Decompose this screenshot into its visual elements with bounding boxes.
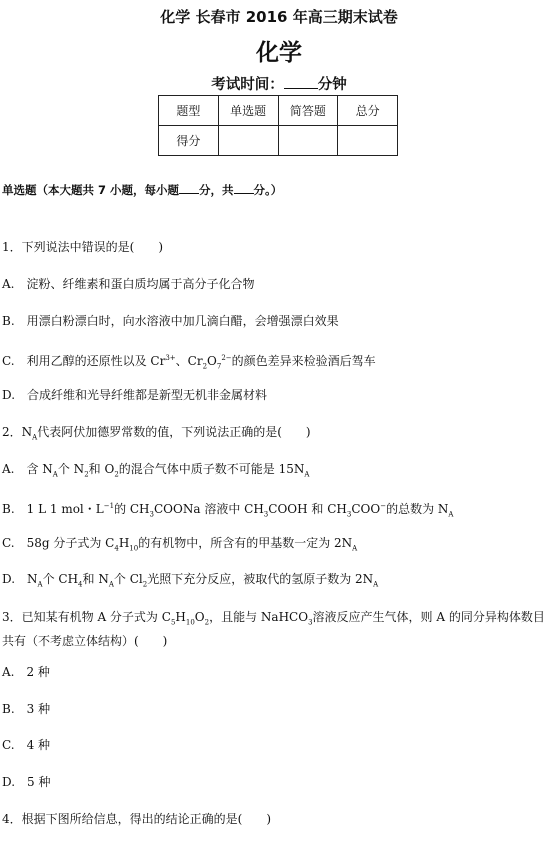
question-2-option-a: A. 含 $N_A$个 $N_2$和 $O_2$的混合气体中质子数不可能是 $15N_A$ bbox=[2, 462, 310, 479]
section-text: 分。） bbox=[253, 183, 283, 197]
score-table-score-row bbox=[159, 126, 398, 156]
exam-time-blank bbox=[284, 74, 318, 89]
question-2-option-c: C. 58g 分子式为 $C_4H_{10}$的有机物中，所含有的甲基数一定为 $2N_A$ bbox=[2, 536, 358, 553]
document-title: 化学 长春市 2016 年高三期末试卷 bbox=[160, 8, 398, 26]
question-1-option-b: B. 用漂白粉漂白时，向水溶液中加几滴白醋，会增强漂白效果 bbox=[2, 314, 339, 328]
score-cell bbox=[338, 126, 398, 156]
score-header-total: 总分 bbox=[338, 96, 398, 126]
exam-time bbox=[0, 73, 558, 94]
question-3-option-a: A. 2 种 bbox=[2, 665, 50, 679]
score-header-single-choice: 单选题 bbox=[218, 96, 278, 126]
question-1-option-c: C. 利用乙醇的还原性以及 $Cr^{3+}$、$Cr_2O_7^{2-}$的颜色差异来检验酒后驾车 bbox=[2, 354, 376, 371]
question-2-option-d: D. $N_A$个 $CH_4$和 $N_A$个 $Cl_2$光照下充分反应，被取代的氢原子数为 $2N_A$ bbox=[2, 572, 379, 589]
question-1-stem: 1．下列说法中错误的是( ) bbox=[2, 240, 163, 254]
score-table bbox=[158, 95, 398, 156]
question-3-option-b: B. 3 种 bbox=[2, 702, 51, 716]
question-4-stem: 4．根据下图所给信息，得出的结论正确的是( ) bbox=[2, 812, 271, 826]
score-header-type: 题型 bbox=[159, 96, 219, 126]
exam-time-unit: 分钟 bbox=[317, 77, 347, 93]
question-2-stem: 2．$N_A$代表阿伏加德罗常数的值，下列说法正确的是( ) bbox=[2, 425, 311, 442]
section-text: 分，共 bbox=[199, 183, 234, 197]
question-1-option-a: A. 淀粉、纤维素和蛋白质均属于高分子化合物 bbox=[2, 277, 255, 291]
question-3-stem: 3．已知某有机物 A 分子式为 $C_5H_{10}O_2$，且能与 NaHCO$_3$溶液反应产生气体，则 A 的同分异构体数目共有（不考虑立体结构）( ) bbox=[2, 610, 545, 649]
question-1-option-d: D. 合成纤维和光导纤维都是新型无机非金属材料 bbox=[2, 388, 268, 402]
score-row-label: 得分 bbox=[159, 126, 219, 156]
score-cell bbox=[278, 126, 338, 156]
score-cell bbox=[218, 126, 278, 156]
question-2-option-b: B. 1 L 1 mol・$L^{-1}$的 $CH_3COONa$ 溶液中 $CH_3COOH$ 和 $CH_3COO^-$的总数为 $N_A$ bbox=[2, 502, 454, 519]
question-3-option-c: C. 4 种 bbox=[2, 738, 51, 752]
exam-time-label: 考试时间： bbox=[211, 77, 284, 93]
section-heading bbox=[2, 182, 282, 198]
score-table-header-row bbox=[159, 96, 398, 126]
score-header-short-answer: 简答题 bbox=[278, 96, 338, 126]
blank bbox=[234, 182, 254, 194]
blank bbox=[179, 182, 199, 194]
subject-heading: 化学 bbox=[256, 40, 302, 66]
section-text: 单选题（本大题共 7 小题，每小题 bbox=[2, 183, 180, 197]
question-3-option-d: D. 5 种 bbox=[2, 775, 51, 789]
